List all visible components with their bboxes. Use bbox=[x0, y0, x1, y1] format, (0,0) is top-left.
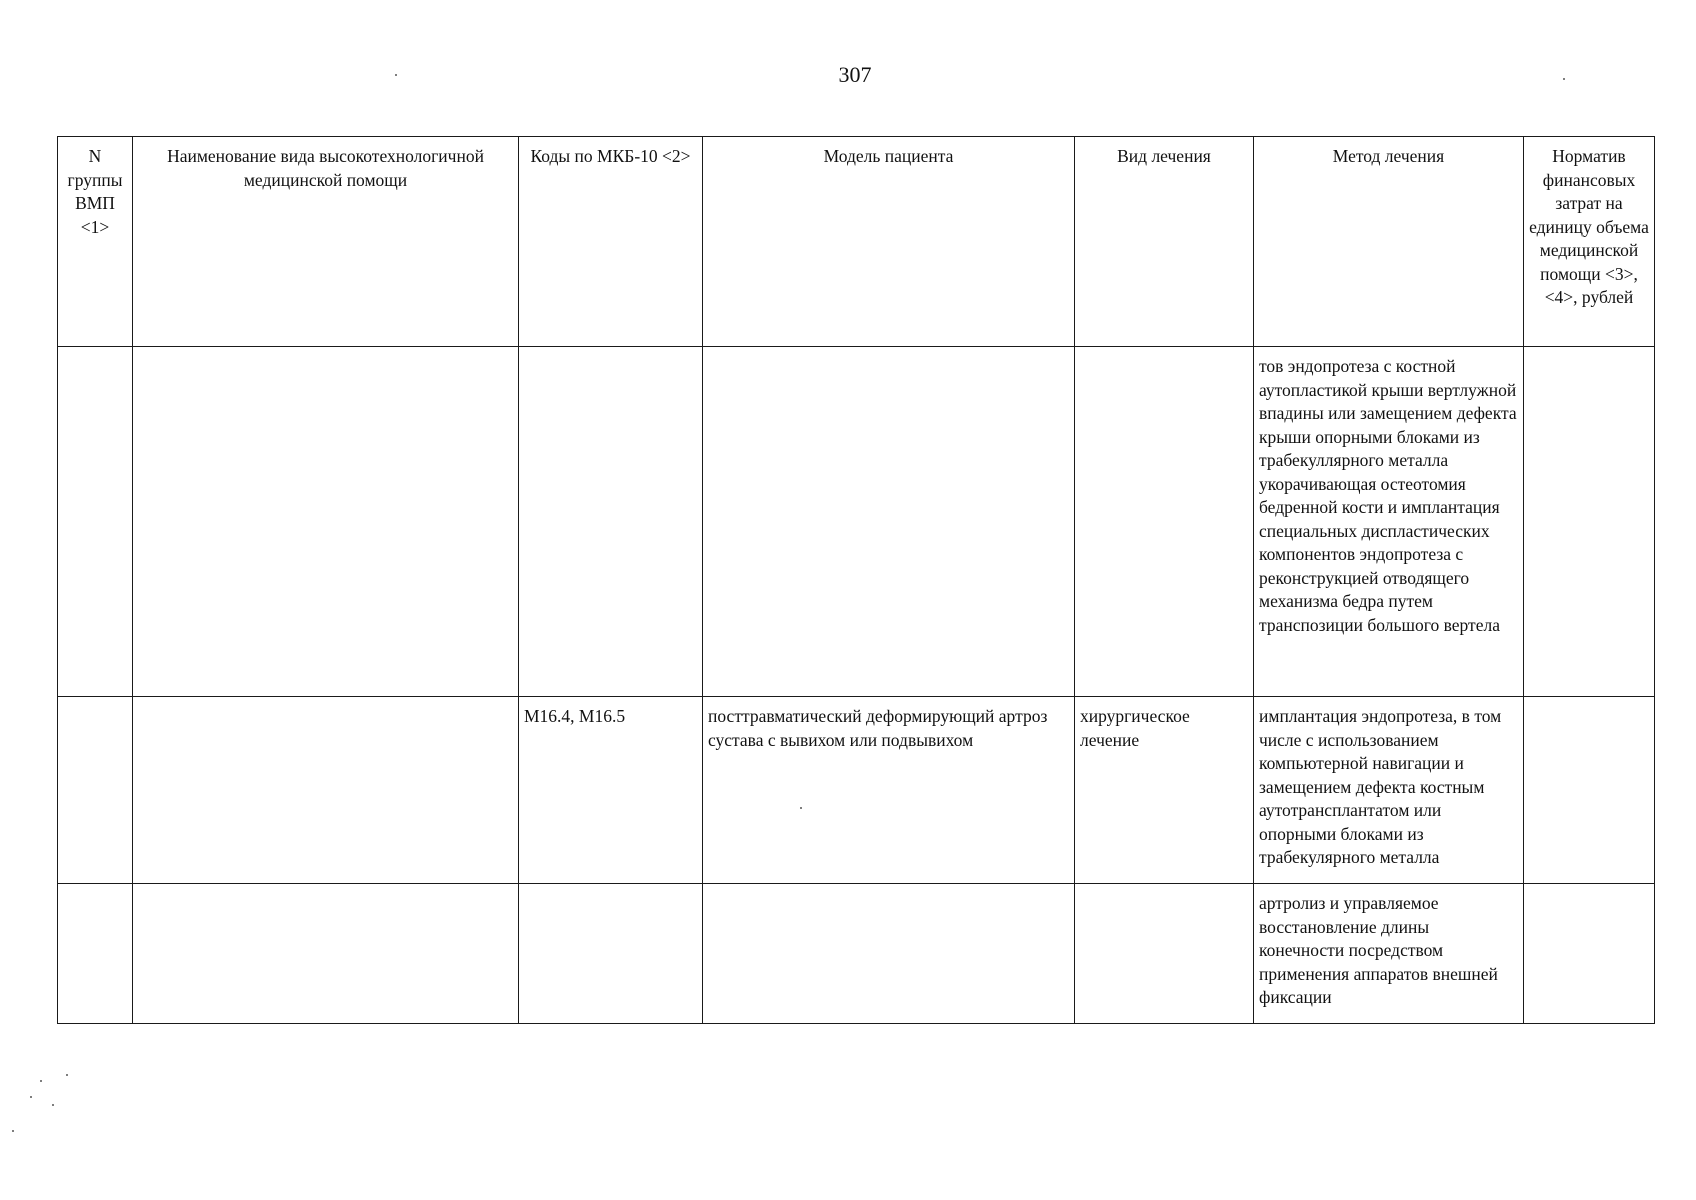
cell-codes: M16.4, M16.5 bbox=[519, 697, 703, 884]
scan-speck bbox=[66, 1074, 68, 1076]
cell-cost bbox=[1524, 347, 1655, 697]
cell-cost bbox=[1524, 697, 1655, 884]
header-patient-model: Модель пациента bbox=[703, 137, 1075, 347]
cell-group bbox=[58, 697, 133, 884]
table-header-row bbox=[58, 137, 1655, 347]
header-care-type-name: Наименование вида высокотехнологичной медицинской помощи bbox=[133, 137, 519, 347]
cell-patient-model bbox=[703, 347, 1075, 697]
header-treatment-method: Метод лечения bbox=[1254, 137, 1524, 347]
cell-codes bbox=[519, 884, 703, 1024]
vmp-table bbox=[57, 136, 1655, 1024]
cell-name bbox=[133, 884, 519, 1024]
cell-name bbox=[133, 347, 519, 697]
cell-group bbox=[58, 347, 133, 697]
header-treatment-type: Вид лечения bbox=[1075, 137, 1254, 347]
scan-speck bbox=[1563, 78, 1565, 80]
scan-speck bbox=[30, 1096, 32, 1098]
cell-group bbox=[58, 884, 133, 1024]
cell-codes bbox=[519, 347, 703, 697]
table-row bbox=[58, 347, 1655, 697]
scan-speck bbox=[395, 74, 397, 76]
cell-name bbox=[133, 697, 519, 884]
scan-speck bbox=[52, 1104, 54, 1106]
scan-speck bbox=[800, 807, 802, 809]
header-icd10-codes: Коды по МКБ-10 <2> bbox=[519, 137, 703, 347]
cell-treatment-type bbox=[1075, 347, 1254, 697]
header-cost-norm: Норматив финансовых затрат на единицу объема медицинской помощи <3>, <4>, рублей bbox=[1524, 137, 1655, 347]
cell-cost bbox=[1524, 884, 1655, 1024]
scan-speck bbox=[40, 1080, 42, 1082]
scan-speck bbox=[12, 1130, 14, 1132]
cell-treatment-type bbox=[1075, 884, 1254, 1024]
cell-treatment-type: хирургическое лечение bbox=[1075, 697, 1254, 884]
table-row bbox=[58, 697, 1655, 884]
page-number: 307 bbox=[838, 62, 872, 87]
cell-method: имплантация эндопротеза, в том числе с использованием компьютерной навигации и замещением дефекта костным аутотрансплантатом или опорными блоками из трабекулярного металла bbox=[1254, 697, 1524, 884]
header-group-number: N группы ВМП <1> bbox=[58, 137, 133, 347]
table-row bbox=[58, 884, 1655, 1024]
cell-method: тов эндопротеза с костной аутопластикой крыши вертлужной впадины или замещением дефекта крыши опорными блоками из трабекуллярного металла укорачивающая остеотомия бедренной кости и имплантация специальных диспластических компонентов эндопротеза с реконструкцией отводящего механизма бедра путем транспозиции большого вертела bbox=[1254, 347, 1524, 697]
cell-method: артролиз и управляемое восстановление длины конечности посредством применения аппаратов внешней фиксации bbox=[1254, 884, 1524, 1024]
cell-patient-model: посттравматический деформирующий артроз сустава с вывихом или подвывихом bbox=[703, 697, 1075, 884]
cell-patient-model bbox=[703, 884, 1075, 1024]
